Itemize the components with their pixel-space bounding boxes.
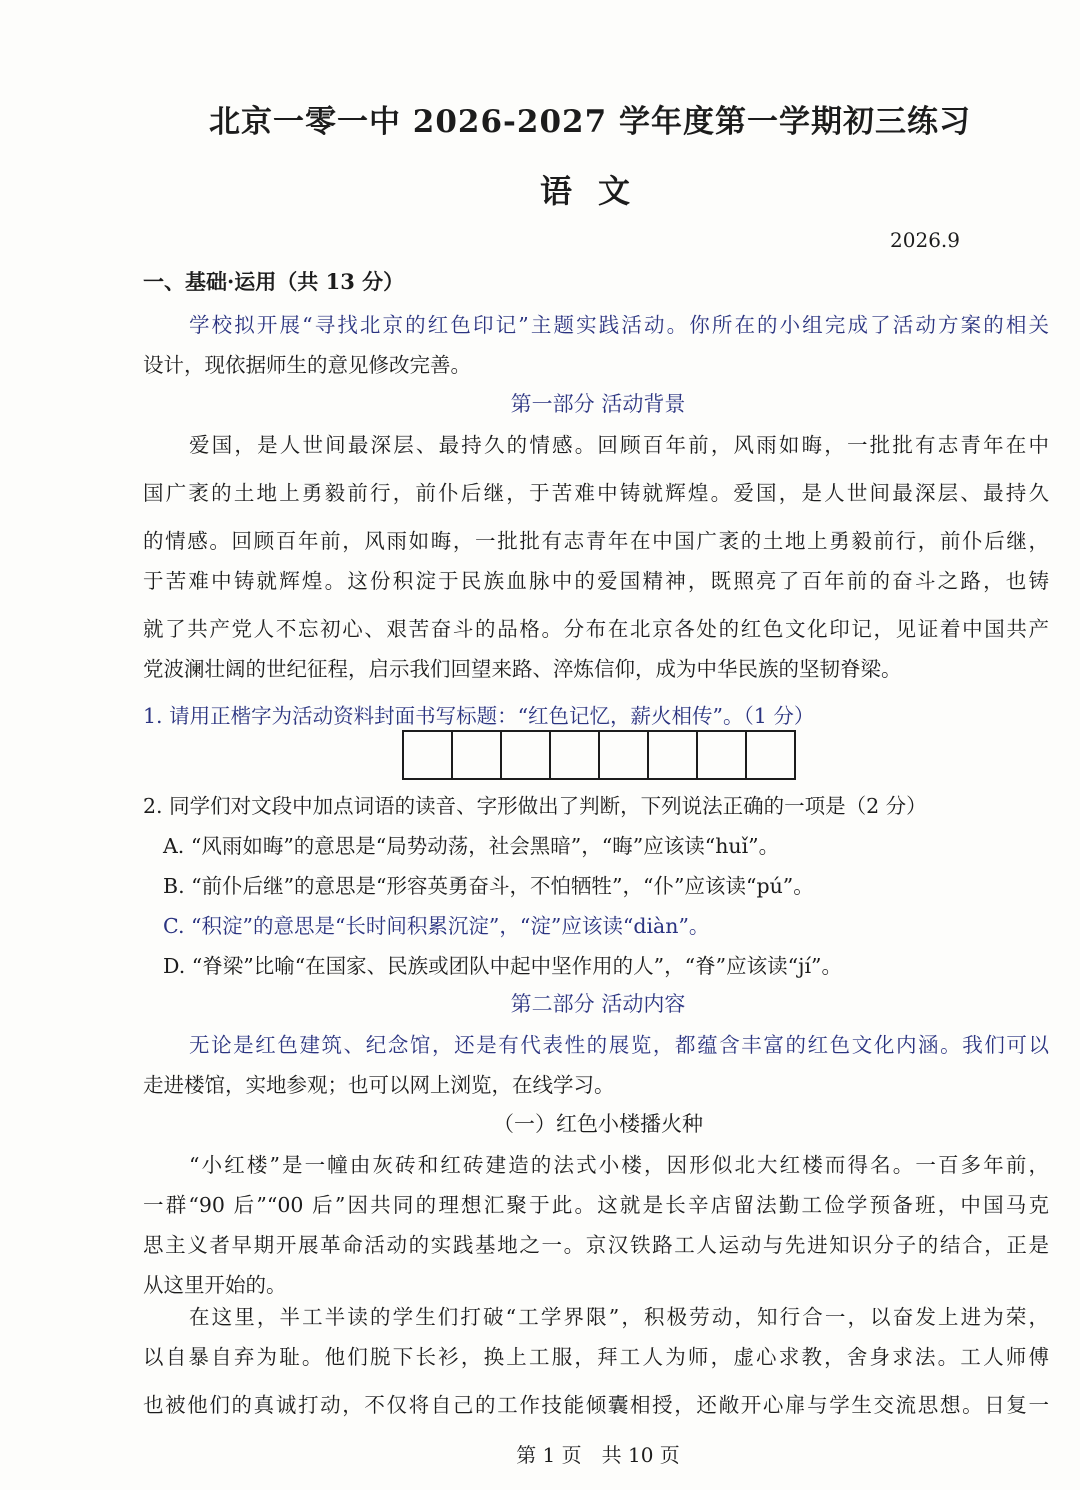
paragraph-line: 的情感。回顾百年前，风雨如晦，一批批有志青年在中国广袤的土地上勇毅前行，前仆后继，: [143, 529, 1049, 553]
part2-title: 第二部分 活动内容: [510, 992, 686, 1016]
answer-box[interactable]: [551, 732, 600, 778]
intro-line: 设计，现依据师生的意见修改完善。: [143, 353, 471, 377]
answer-box[interactable]: [698, 732, 747, 778]
answer-box[interactable]: [502, 732, 551, 778]
page-footer: 第 1 页 共 10 页: [516, 1443, 680, 1467]
section-heading: 一、基础·运用（共 13 分）: [143, 269, 405, 294]
option-c: C. “积淀”的意思是“长时间积累沉淀”，“淀”应该读“diàn”。: [163, 914, 710, 938]
answer-box[interactable]: [600, 732, 649, 778]
part1-title: 第一部分 活动背景: [510, 392, 686, 416]
intro-line: 学校拟开展“寻找北京的红色印记”主题实践活动。你所在的小组完成了活动方案的相关: [189, 313, 1049, 337]
paragraph-line: 也被他们的真诚打动，不仅将自己的工作技能倾囊相授，还敞开心扉与学生交流思想。日复一: [143, 1393, 1049, 1417]
exam-date: 2026.9: [890, 228, 960, 252]
paragraph-line: 就了共产党人不忘初心、艰苦奋斗的品格。分布在北京各处的红色文化印记，见证着中国共产: [143, 617, 1049, 641]
subject-title: 语文: [539, 172, 656, 210]
paragraph-line: 于苦难中铸就辉煌。这份积淀于民族血脉中的爱国精神，既照亮了百年前的奋斗之路，也铸: [143, 569, 1049, 593]
paragraph-line: 党波澜壮阔的世纪征程，启示我们回望来路、淬炼信仰，成为中华民族的坚韧脊梁。: [143, 657, 902, 681]
option-b: B. “前仆后继”的意思是“形容英勇奋斗，不怕牺牲”，“仆”应该读“pú”。: [163, 874, 814, 898]
question-2: 2. 同学们对文段中加点词语的读音、字形做出了判断，下列说法正确的一项是（2 分）: [143, 794, 927, 818]
question-1: 1. 请用正楷字为活动资料封面书写标题：“红色记忆，薪火相传”。（1 分）: [143, 704, 815, 728]
paragraph-line: 以自暴自弃为耻。他们脱下长衫，换上工服，拜工人为师，虚心求教，舍身求法。工人师傅: [143, 1345, 1049, 1369]
paragraph-line: 爱国，是人世间最深层、最持久的情感。回顾百年前，风雨如晦，一批批有志青年在中: [189, 433, 1049, 457]
paragraph-line: 从这里开始的。: [143, 1273, 287, 1297]
paragraph-line: 一群“90 后”“00 后”因共同的理想汇聚于此。这就是长辛店留法勤工俭学预备班，中国马克: [143, 1193, 1049, 1217]
answer-box[interactable]: [404, 732, 453, 778]
answer-box[interactable]: [747, 732, 794, 778]
paragraph-line: 无论是红色建筑、纪念馆，还是有代表性的展览，都蕴含丰富的红色文化内涵。我们可以: [189, 1033, 1049, 1057]
exam-title: 北京一零一中 2026-2027 学年度第一学期初三练习: [208, 104, 971, 140]
subsection-title: （一）红色小楼播火种: [493, 1112, 703, 1136]
answer-box[interactable]: [453, 732, 502, 778]
paragraph-line: 思主义者早期开展革命活动的实践基地之一。京汉铁路工人运动与先进知识分子的结合，正是: [143, 1233, 1049, 1257]
paragraph-line: 走进楼馆，实地参观；也可以网上浏览，在线学习。: [143, 1073, 615, 1097]
answer-box[interactable]: [649, 732, 698, 778]
paragraph-line: “小红楼”是一幢由灰砖和红砖建造的法式小楼，因形似北大红楼而得名。一百多年前，: [189, 1153, 1049, 1177]
answer-grid[interactable]: [402, 730, 796, 780]
option-d: D. “脊梁”比喻“在国家、民族或团队中起中坚作用的人”，“脊”应该读“jí”。: [163, 954, 842, 978]
paragraph-line: 在这里，半工半读的学生们打破“工学界限”，积极劳动，知行合一，以奋发上进为荣，: [189, 1305, 1049, 1329]
option-a: A. “风雨如晦”的意思是“局势动荡，社会黑暗”，“晦”应该读“huǐ”。: [163, 834, 780, 858]
paragraph-line: 国广袤的土地上勇毅前行，前仆后继，于苦难中铸就辉煌。爱国，是人世间最深层、最持久: [143, 481, 1049, 505]
